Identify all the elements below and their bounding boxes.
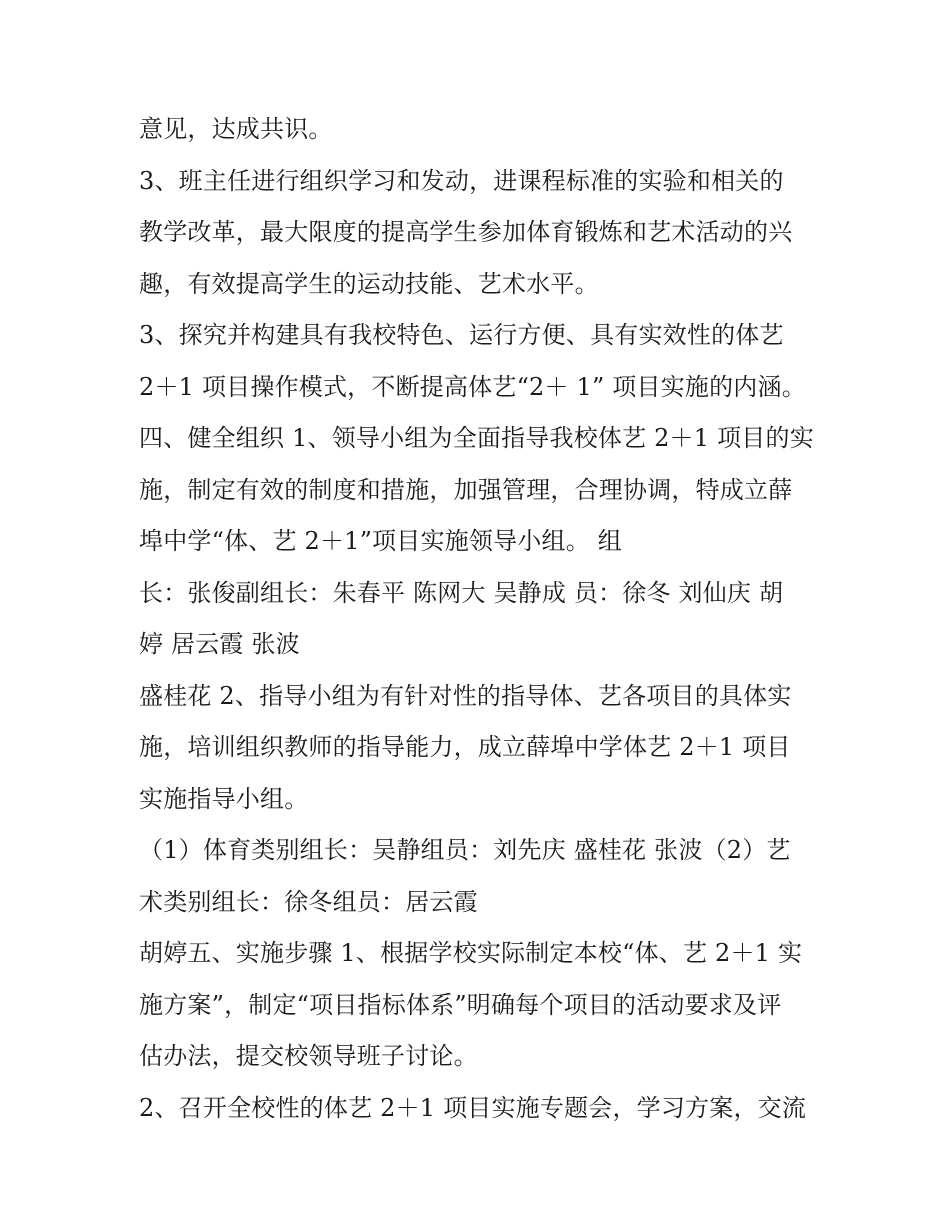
text-line: 2、召开全校性的体艺 2＋1 项目实施专题会，学习方案，交流 bbox=[139, 1093, 807, 1122]
text-line: （1）体育类别组长：吴静组员：刘先庆 盛桂花 张波（2）艺 bbox=[139, 836, 791, 864]
text-line: 趣，有效提高学生的运动技能、艺术水平。 bbox=[139, 269, 599, 298]
text-line: 长：张俊副组长：朱春平 陈网大 吴静成 员：徐冬 刘仙庆 胡 bbox=[139, 578, 784, 607]
text-line: 2＋1 项目操作模式，不断提高体艺“2＋ 1” 项目实施的内涵。 bbox=[139, 372, 806, 401]
text-line: 术类别组长：徐冬组员：居云霞 bbox=[139, 887, 478, 916]
text-line: 教学改革，最大限度的提高学生参加体育锻炼和艺术活动的兴 bbox=[139, 218, 793, 246]
document-body bbox=[139, 104, 829, 1134]
text-line: 实施指导小组。 bbox=[139, 784, 309, 813]
text-line: 胡婷五、实施步骤 1、根据学校实际制定本校“体、艺 2＋1 实 bbox=[139, 939, 803, 967]
text-line: 3、探究并构建具有我校特色、运行方便、具有实效性的体艺 bbox=[139, 321, 784, 349]
text-line: 盛桂花 2、指导小组为有针对性的指导体、艺各项目的具体实 bbox=[139, 681, 792, 710]
text-line: 施方案”，制定“项目指标体系”明确每个项目的活动要求及评 bbox=[139, 990, 782, 1019]
text-line: 埠中学“体、艺 2＋1”项目实施领导小组。 组 bbox=[139, 527, 622, 555]
text-line: 意见，达成共识。 bbox=[139, 115, 333, 143]
text-line: 施，培训组织教师的指导能力，成立薛埠中学体艺 2＋1 项目 bbox=[139, 733, 791, 761]
text-line: 婷 居云霞 张波 bbox=[139, 630, 300, 658]
text-line: 四、健全组织 1、领导小组为全面指导我校体艺 2＋1 项目的实 bbox=[139, 424, 814, 452]
text-line: 施，制定有效的制度和措施，加强管理，合理协调，特成立薛 bbox=[139, 475, 793, 504]
text-line: 3、班主任进行组织学习和发动，进课程标准的实验和相关的 bbox=[139, 166, 784, 195]
text-line: 估办法，提交校领导班子讨论。 bbox=[139, 1042, 478, 1070]
